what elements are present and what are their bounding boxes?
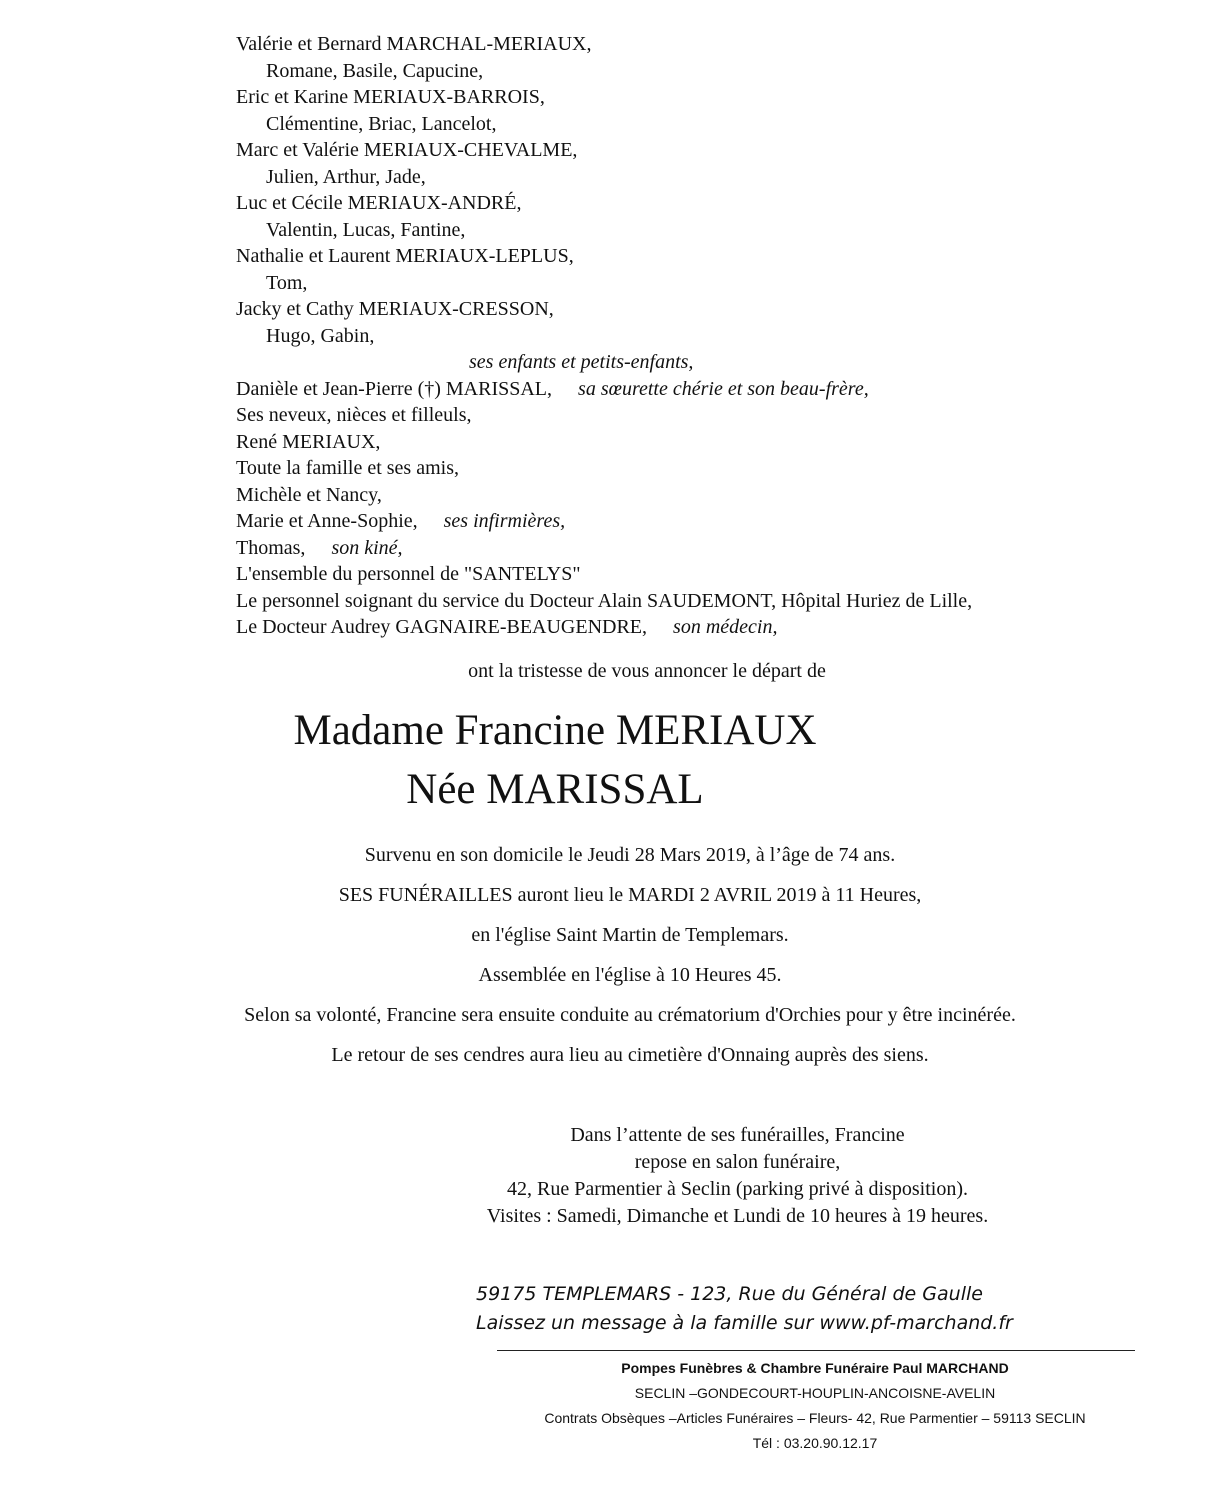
detail-line: en l'église Saint Martin de Templemars. [471,924,789,946]
family-names: Danièle et Jean-Pierre (†) MARISSAL, [236,377,553,400]
visitation-line: 42, Rue Parmentier à Seclin (parking privé à disposition). [506,1178,968,1200]
family-names: Le Docteur Audrey GAGNAIRE-BEAUGENDRE, [236,616,648,638]
company-name: Pompes Funèbres & Chambre Funéraire Paul MARCHAND [621,1360,1009,1376]
family-line: Luc et Cécile MERIAUX-ANDRÉ, [236,192,522,214]
visitation-line: Dans l’attente de ses funérailles, Francine [570,1124,905,1146]
visitation-line: repose en salon funéraire, [634,1151,841,1173]
family-list [236,31,972,641]
detail-line: Selon sa volonté, Francine sera ensuite conduite au crématorium d'Orchies pour y être incinérée. [244,1004,1016,1026]
family-names: Marie et Anne-Sophie, [236,510,418,532]
detail-line: Survenu en son domicile le Jeudi 28 Mars 2019, à l’âge de 74 ans. [364,844,896,866]
family-line: Eric et Karine MERIAUX-BARROIS, [236,86,545,108]
relation-caption: ses enfants et petits-enfants, [469,351,694,373]
family-line [236,535,972,562]
maiden-name: Née MARISSAL [406,766,704,813]
visitation-line: Visites : Samedi, Dimanche et Lundi de 10 heures à 19 heures. [486,1205,989,1227]
family-line: Julien, Arthur, Jade, [266,165,426,188]
family-line: Michèle et Nancy, [236,483,382,506]
family-line: L'ensemble du personnel de "SANTELYS" [236,563,581,585]
funeral-home-address [476,1280,1013,1338]
detail-line: SES FUNÉRAILLES auront lieu le MARDI 2 AVRIL 2019 à 11 Heures, [338,884,922,906]
family-line [236,508,972,535]
family-line: Valérie et Bernard MARCHAL-MERIAUX, [236,33,592,55]
family-line: Marc et Valérie MERIAUX-CHEVALME, [236,139,578,161]
relation-caption: son kiné, [331,536,403,559]
announcement-intro: ont la tristesse de vous annoncer le départ de [468,660,826,682]
family-line: Tom, [266,271,308,294]
family-line: Le personnel soignant du service du Docteur Alain SAUDEMONT, Hôpital Huriez de Lille, [236,589,973,612]
message-line: Laissez un message à la famille sur www.pf-marchand.fr [476,1312,1013,1334]
family-line [236,376,972,403]
family-names: Thomas, [236,536,306,559]
family-line: Clémentine, Briac, Lancelot, [266,112,497,135]
family-line: Hugo, Gabin, [266,324,375,347]
footer [480,1356,1150,1456]
relation-caption: son médecin, [673,616,778,638]
family-line: Romane, Basile, Capucine, [266,59,484,82]
detail-line: Le retour de ses cendres aura lieu au cimetière d'Onnaing auprès des siens. [331,1044,929,1066]
phone: Tél : 03.20.90.12.17 [752,1435,878,1451]
relation-caption: ses infirmières, [443,510,566,532]
detail-line: Assemblée en l'église à 10 Heures 45. [478,964,782,986]
family-line: Toute la famille et ses amis, [236,457,459,479]
family-line: Jacky et Cathy MERIAUX-CRESSON, [236,298,554,320]
family-line: Nathalie et Laurent MERIAUX-LEPLUS, [236,245,574,267]
family-line: Valentin, Lucas, Fantine, [266,218,466,241]
relation-caption: sa sœurette chérie et son beau-frère, [578,377,869,400]
address-line: 59175 TEMPLEMARS - 123, Rue du Général de Gaulle [476,1283,983,1305]
visitation-block [445,1122,1030,1230]
funeral-details [0,842,1214,1082]
family-line: René MERIAUX, [236,430,381,453]
towns: SECLIN –GONDECOURT-HOUPLIN-ANCOISNE-AVELIN [634,1385,996,1401]
family-line [236,614,972,641]
deceased-name: Madame Francine MERIAUX [293,707,817,754]
services: Contrats Obsèques –Articles Funéraires – Fleurs- 42, Rue Parmentier – 59113 SECLIN [544,1410,1086,1426]
family-line: Ses neveux, nièces et filleuls, [236,404,472,426]
divider [497,1350,1135,1351]
